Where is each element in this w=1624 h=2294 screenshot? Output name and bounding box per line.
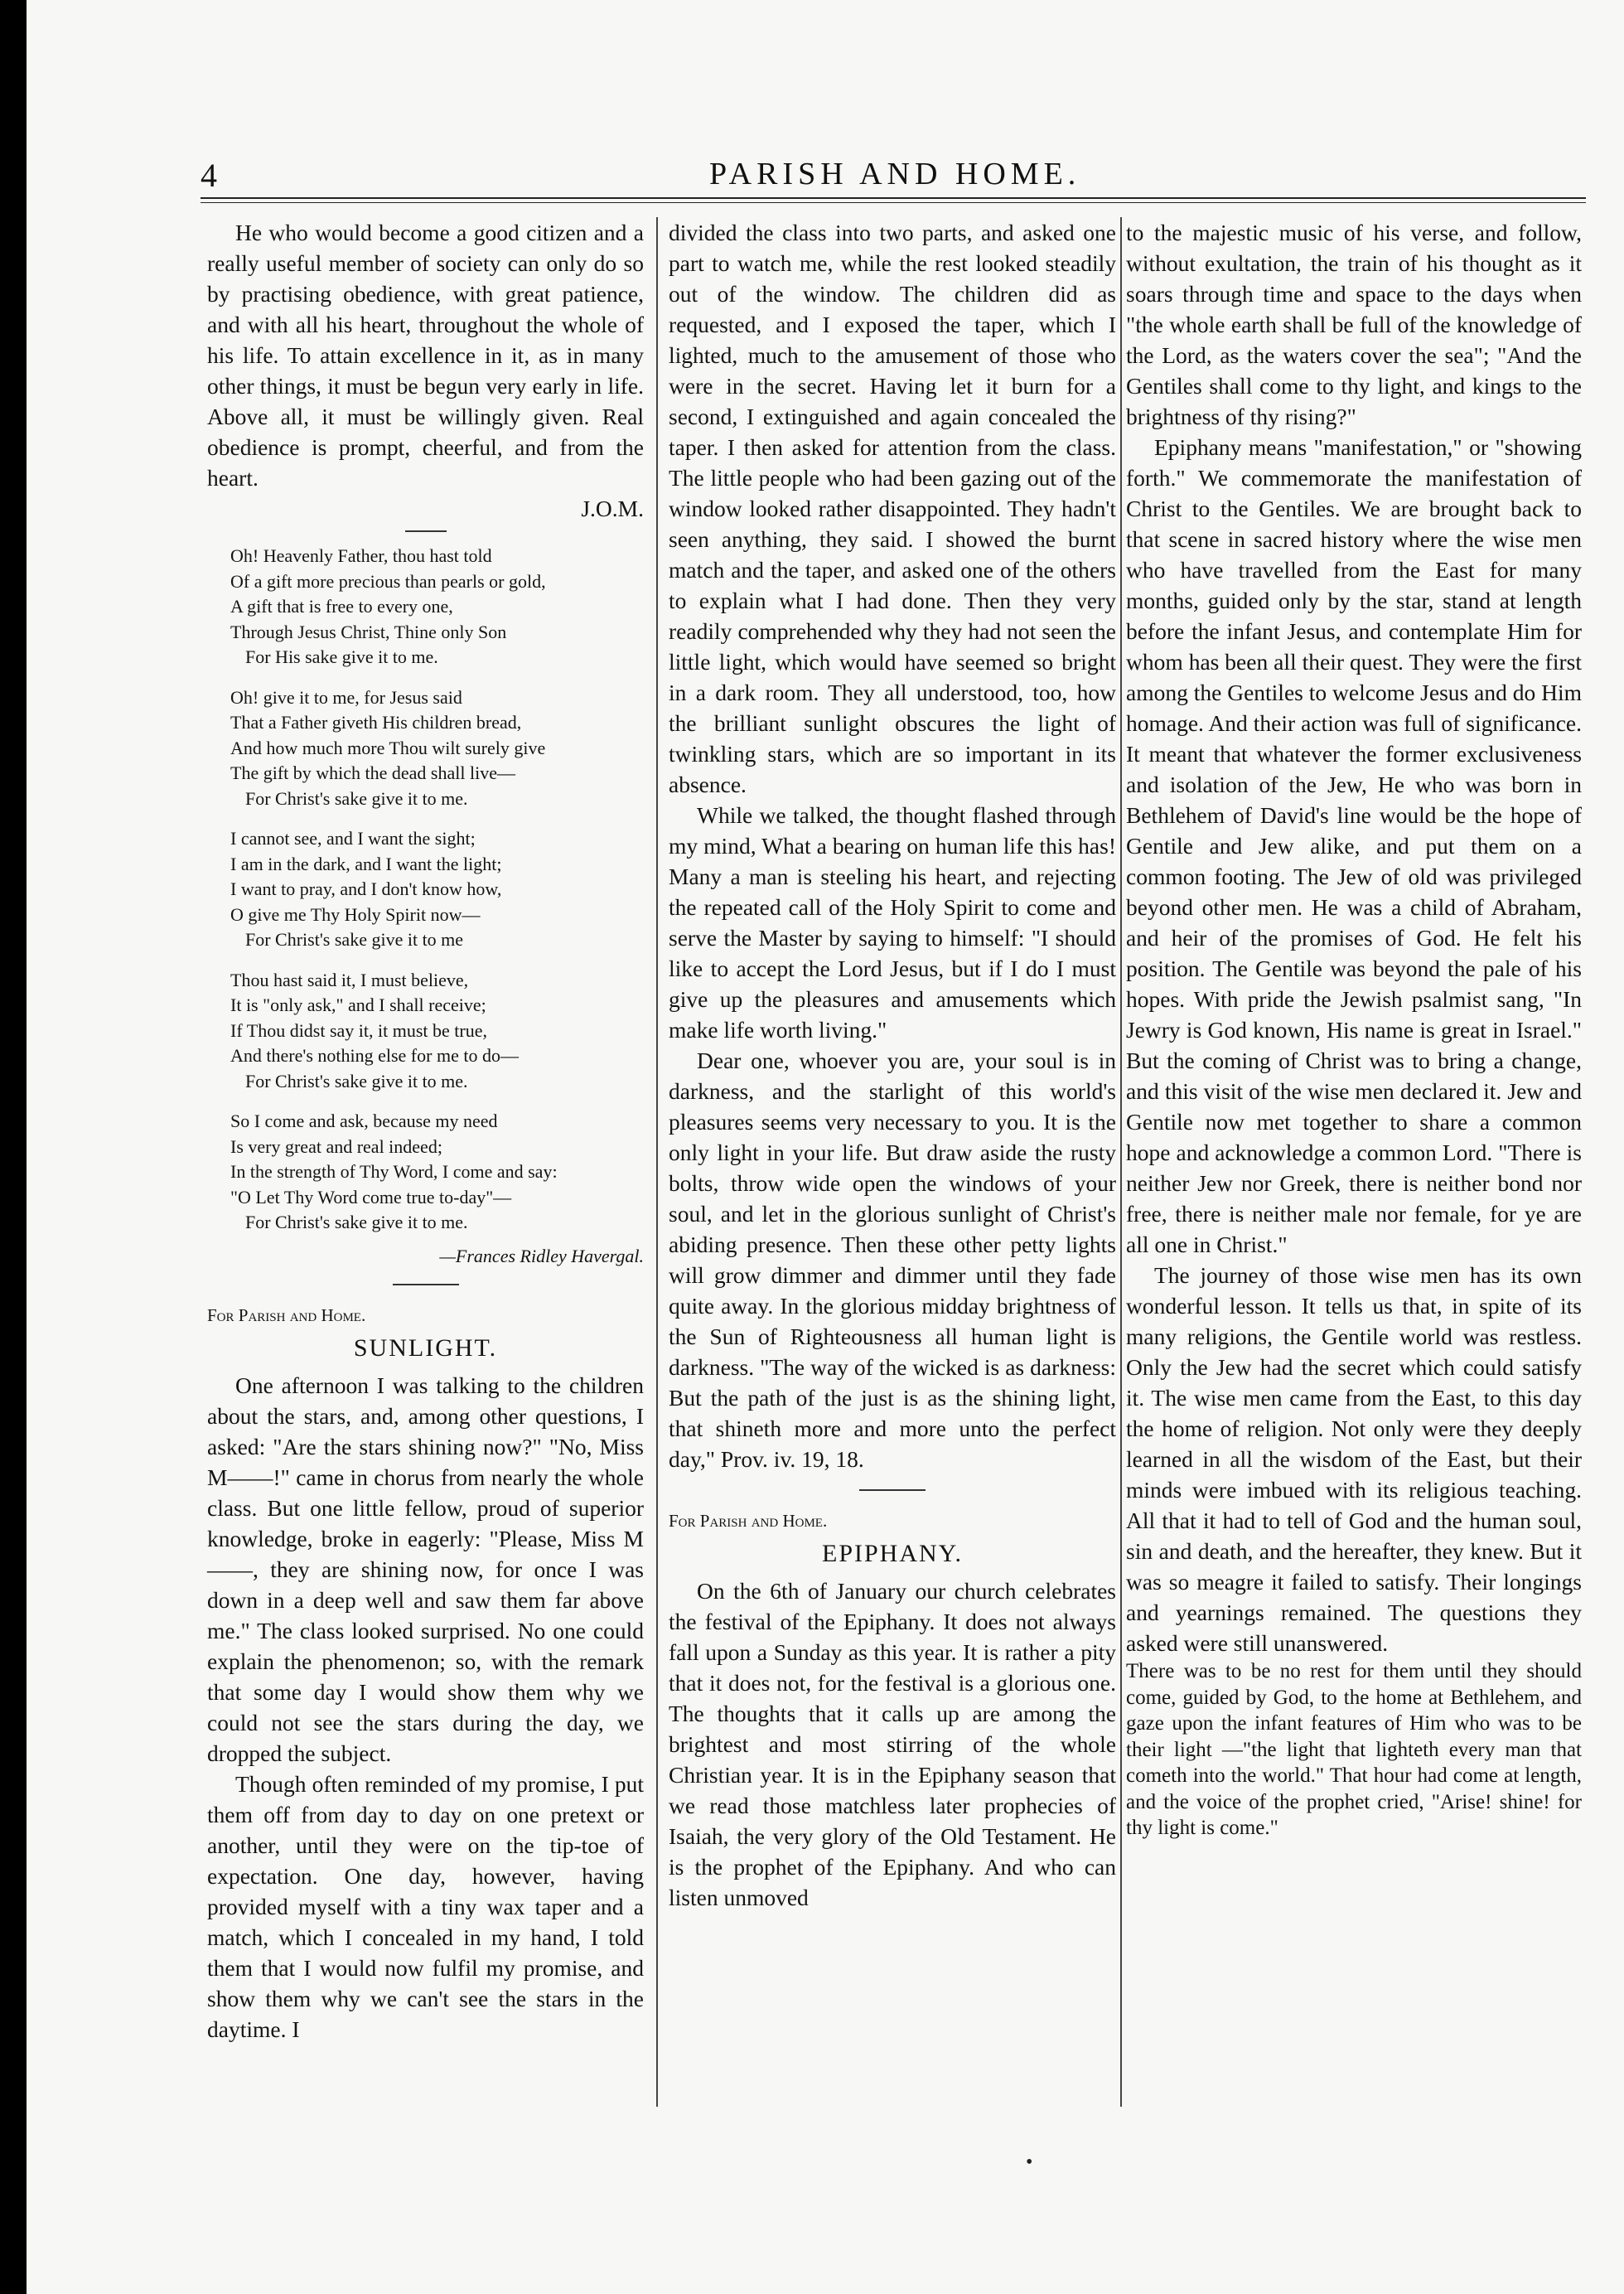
page-number: 4: [201, 157, 217, 194]
poem-line: For Christ's sake give it to me.: [245, 1070, 468, 1091]
poem-line: Through Jesus Christ, Thine only Son: [230, 621, 507, 642]
article-paragraph: Epiphany means "manifestation," or "showing forth." We commemorate the manifestation of Christ to the Gentiles. We are brought back to that scene in sacred history where the wise men who have travelled from the East for many months, guided only by the star, stand at length before the infant Jesus, and contemplate Him for whom has been all their quest. They were the first among the Gentiles to welcome Jesus and do Him homage. And their action was full of significance. It meant that whatever the former exclusiveness and isolation of the Jew, He who was born in Bethlehem of David's line would be the hope of Gentile and Jew alike, and put them on a common footing. The Jew of old was privileged beyond other men. He was a child of Abraham, and heir of the promises of God. He felt his position. The Gentile was beyond the pale of his hopes. With pride the Jewish psalmist sang, "In Jewry is God known, His name is great in Israel." But the coming of Christ was to bring a change, and this visit of the wise men declared it. Jew and Gentile now met together to share a common hope and acknowledge a common Lord. "There is neither Jew nor Greek, there is neither bond nor free, there is neither male nor female, for ye are all one in Christ.": [1126, 434, 1582, 1257]
poem-line: And how much more Thou wilt surely give: [230, 737, 546, 758]
poem-line: If Thou didst say it, it must be true,: [230, 1019, 488, 1041]
poem-line: I cannot see, and I want the sight;: [230, 828, 476, 849]
intro-signature: J.O.M.: [581, 496, 644, 521]
column-1: [207, 217, 644, 2045]
poem-line: In the strength of Thy Word, I come and say:: [230, 1161, 558, 1182]
poem-line: I am in the dark, and I want the light;: [230, 853, 502, 874]
poem-line: Thou hast said it, I must believe,: [230, 969, 469, 990]
print-mark: •: [1026, 2151, 1033, 2173]
divider: [405, 530, 447, 532]
column-divider-1: [656, 217, 658, 2107]
poem-line: For Christ's sake give it to me: [245, 929, 464, 950]
running-title: PARISH AND HOME.: [709, 157, 1081, 191]
poem-line: The gift by which the dead shall live—: [230, 762, 515, 783]
poem-line: Is very great and real indeed;: [230, 1135, 442, 1157]
poem-line: It is "only ask," and I shall receive;: [230, 995, 486, 1015]
poem-line: Of a gift more precious than pearls or gold,: [230, 570, 546, 592]
poem-line: A gift that is free to every one,: [230, 596, 453, 617]
poem-stanza: [230, 544, 644, 670]
poem-line: Oh! give it to me, for Jesus said: [230, 686, 462, 708]
poem-line: I want to pray, and I don't know how,: [230, 878, 502, 899]
header-rule-top: [201, 197, 1586, 199]
poem-stanza: [230, 826, 644, 953]
article-paragraph: Dear one, whoever you are, your soul is in darkness, and the starlight of this world's pleasures seems very necessary to you. It is the only light in your life. But draw aside the rusty bolts, throw wide open the windows of your soul, and let in the glorious sunlight of Christ's abiding presence. Then these other petty lights will grow dimmer and dimmer until they fade quite away. In the glorious midday brightness of the Sun of Righteousness all human light is darkness. "The way of the wicked is as darkness: But the path of the just is as the shining light, that shineth more and more unto the perfect day," Prov. iv. 19, 18.: [669, 1048, 1116, 1472]
article-paragraph: On the 6th of January our church celebrates the festival of the Epiphany. It does not always fall upon a Sunday as this year. It is rather a pity that it does not, for the festival is a glorious one. The thoughts that it calls up are among the brightest and most stirring of the whole Christian year. It is in the Epiphany season that we read those matchless later prophecies of Isaiah, the very glory of the Old Testament. He is the prophet of the Epiphany. And who can listen unmoved: [669, 1578, 1116, 1910]
poem-line: O give me Thy Holy Spirit now—: [230, 903, 481, 925]
poem-line: For His sake give it to me.: [245, 646, 438, 667]
column-3: [1126, 217, 1582, 1841]
column-2: [669, 217, 1116, 1913]
poem-line: That a Father giveth His children bread,: [230, 712, 522, 733]
intro-paragraph: He who would become a good citizen and a really useful member of society can only do so by practising obedience, with great patience, and with all his heart, throughout the whole of his life. To attain excellence in it, as in many other things, it must be begun very early in life. Above all, it must be willingly given. Real obedience is prompt, cheerful, and from the heart.: [207, 220, 644, 491]
article-paragraph: While we talked, the thought flashed through my mind, What a bearing on human life this has! Many a man is steeling his heart, and rejecting the repeated call of the Holy Spirit to come and serve the Master by saying to himself: "I should like to accept the Lord Jesus, but if I do I must give up the pleasures and amusements which make life worth living.": [669, 802, 1116, 1043]
header-rule-bottom: [201, 202, 1586, 203]
article-title-sunlight: SUNLIGHT.: [353, 1334, 498, 1362]
article-paragraph: There was to be no rest for them until they should come, guided by God, to the home at Bethlehem, and gaze upon the infant features of Him who was to be their light —"the light that lighteth every man that cometh into the world." That hour had come at length, and the voice of the prophet cried, "Arise! shine! for thy light is come.": [1126, 1660, 1582, 1839]
poem-line: So I come and ask, because my need: [230, 1111, 498, 1131]
poem-stanza: [230, 968, 644, 1095]
poem-line: And there's nothing else for me to do—: [230, 1045, 519, 1066]
poem-stanza: [230, 1109, 644, 1236]
poem-line: For Christ's sake give it to me.: [245, 787, 468, 809]
article-paragraph: divided the class into two parts, and asked one part to watch me, while the rest looked steadily out of the window. The children did as requested, and I exposed the taper, which I lighted, much to the amusement of those who were in the secret. Having let it burn for a second, I extinguished and again concealed the taper. I then asked for attention from the class. The little people who had been gazing out of the window looked rather disappointed. They hadn't seen anything, they said. I showed the burnt match and the taper, and asked one of the others to explain what I had done. Then they very readily comprehended why they had not seen the little light, which would have seemed so bright in a dark room. They all understood, too, how the brilliant sunlight obscures the light of twinkling stars, which are so important in its absence.: [669, 220, 1116, 797]
newspaper-page: [27, 0, 1624, 2294]
article-title-epiphany: EPIPHANY.: [822, 1540, 963, 1567]
article-paragraph: to the majestic music of his verse, and follow, without exultation, the train of his thought as it soars through time and space to the days when "the whole earth shall be full of the knowledge of the Lord, as the waters cover the sea"; "And the Gentiles shall come to thy light, and kings to the brightness of thy rising?": [1126, 220, 1582, 429]
article-paragraph: The journey of those wise men has its own wonderful lesson. It tells us that, in spite of its many religions, the Gentile world was restless. Only the Jew had the secret which could satisfy it. The wise men came from the East, to this day the home of religion. Not only were they deeply learned in all the wisdom of the East, but their minds were imbued with its religious teaching. All that it had to tell of God and the human soul, sin and death, and the hereafter, they knew. But it was so meagre it failed to satisfy. Their longings and yearnings remained. The questions they asked were still unanswered.: [1126, 1262, 1582, 1656]
poem-attribution: —Frances Ridley Havergal.: [439, 1245, 644, 1266]
section-source: For Parish and Home.: [207, 1305, 366, 1325]
poem-line: "O Let Thy Word come true to-day"—: [230, 1186, 512, 1207]
article-paragraph: One afternoon I was talking to the children about the stars, and, among other questions, I asked: "Are the stars shining now?" "No, Miss M——!" came in chorus from nearly the whole class. But one little fellow, proud of superior knowledge, broke in eagerly: "Please, Miss M——, they are shining now, for once I was down in a deep well and saw them far above me." The class looked surprised. No one could explain the phenomenon; so, with the remark that some day I would show them why we could not see the stars during the day, we dropped the subject.: [207, 1372, 644, 1766]
divider: [859, 1489, 926, 1491]
hymn-poem: [230, 544, 644, 1269]
column-divider-2: [1120, 217, 1122, 2107]
divider: [393, 1284, 459, 1285]
article-paragraph: Though often reminded of my promise, I put them off from day to day on one pretext or another, until they were on the tip-toe of expectation. One day, however, having provided myself with a tiny wax taper and a match, which I concealed in my hand, I told them that I would now fulfil my promise, and show them why we can't see the stars in the daytime. I: [207, 1771, 644, 2042]
poem-stanza: [230, 685, 644, 812]
poem-line: Oh! Heavenly Father, thou hast told: [230, 545, 492, 566]
section-source: For Parish and Home.: [669, 1511, 828, 1531]
poem-line: For Christ's sake give it to me.: [245, 1212, 468, 1232]
